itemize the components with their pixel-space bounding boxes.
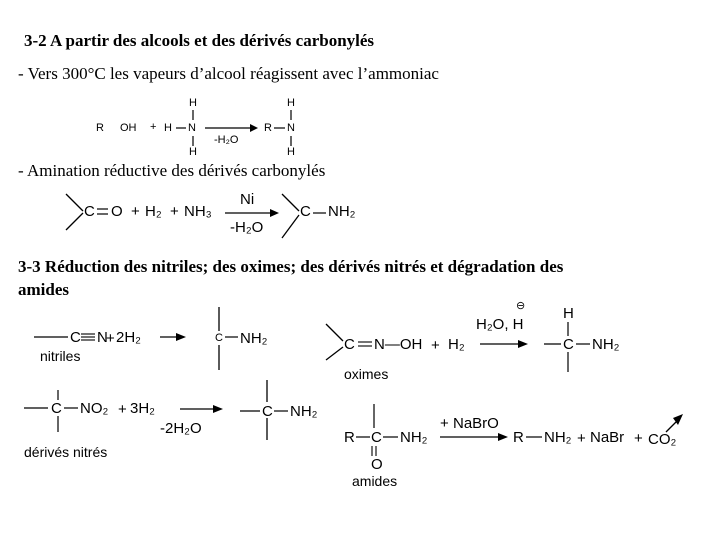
h-product-bottom: H — [287, 146, 295, 158]
h-bottom: H — [189, 146, 197, 158]
hydrogen: 2H₂ — [116, 329, 141, 346]
oxime-n-oh: N—OH — [374, 336, 423, 353]
water-loss: -H₂O — [230, 219, 264, 236]
nitro-group: NO₂ — [80, 400, 109, 417]
product-nh2: NH₂ — [240, 330, 268, 347]
nitro-label: dérivés nitrés — [24, 444, 108, 460]
plus-sign: + — [440, 415, 449, 432]
nitrile-n: N — [97, 329, 108, 346]
plus-sign: + — [634, 430, 643, 447]
oximes-label: oximes — [344, 366, 389, 382]
nitrile-c: C — [70, 329, 81, 346]
product-c: C — [300, 203, 311, 220]
n-product: N — [287, 122, 295, 134]
r-group: R — [96, 122, 104, 134]
ammonia: NH₃ — [184, 203, 212, 220]
section-3-3-title: 3-3 Réduction des nitriles; des oximes; des dérivés nitrés et dégradation des — [18, 257, 564, 276]
reaction-conditions: H₂O, H — [476, 316, 524, 333]
reductive-amination-text: - Amination réductive des dérivés carbonylés — [18, 161, 326, 180]
plus-sign: + — [170, 203, 179, 220]
hydroxyl: OH — [120, 122, 137, 134]
plus-sign: + — [431, 337, 440, 354]
product-nh2: NH₂ — [290, 403, 318, 420]
product-h: H — [563, 305, 574, 322]
amide-o: O — [371, 456, 383, 473]
amide-r: R — [344, 429, 355, 446]
section-3-2-title: 3-2 A partir des alcools et des dérivés carbonylés — [24, 31, 375, 50]
hydrogen: H₂ — [145, 203, 162, 220]
product-r: R — [513, 429, 524, 446]
hydrogen: 3H₂ — [130, 400, 155, 417]
plus-sign: + — [150, 121, 157, 133]
plus-sign: + — [131, 203, 140, 220]
h-left: H — [164, 122, 172, 134]
plus-sign: + — [106, 330, 115, 347]
r-product: R — [264, 122, 272, 134]
product-nh2: NH₂ — [592, 336, 620, 353]
amide-c: C — [371, 429, 382, 446]
carbon-dioxide: CO₂ — [648, 431, 677, 448]
oxime-c: C — [344, 336, 355, 353]
minus-charge-icon: ⊖ — [516, 300, 526, 312]
n-ammonia: N — [188, 122, 196, 134]
amides-label: amides — [352, 473, 398, 489]
water-loss: -2H₂O — [160, 420, 202, 437]
product-c: C — [215, 332, 223, 344]
section-3-3-title-cont: amides — [18, 280, 69, 299]
sodium-hypobromite: NaBrO — [453, 415, 499, 432]
nitriles-label: nitriles — [40, 348, 81, 364]
hydrogen: H₂ — [448, 336, 465, 353]
amide-nh2: NH₂ — [400, 429, 428, 446]
alcohol-ammonia-text: - Vers 300°C les vapeurs d’alcool réagissent avec l’ammoniac — [18, 64, 439, 83]
plus-sign: + — [118, 401, 127, 418]
carbonyl-c: C — [84, 203, 95, 220]
h-product-top: H — [287, 97, 295, 109]
water-loss: -H₂O — [214, 134, 239, 146]
nickel-catalyst: Ni — [240, 191, 255, 208]
nitro-c: C — [51, 400, 62, 417]
product-nh2: NH₂ — [544, 429, 572, 446]
product-nh2: NH₂ — [328, 203, 356, 220]
plus-sign: + — [577, 430, 586, 447]
product-c: C — [563, 336, 574, 353]
h-top: H — [189, 97, 197, 109]
carbonyl-o: O — [111, 203, 123, 220]
sodium-bromide: NaBr — [590, 429, 625, 446]
product-c: C — [262, 403, 273, 420]
